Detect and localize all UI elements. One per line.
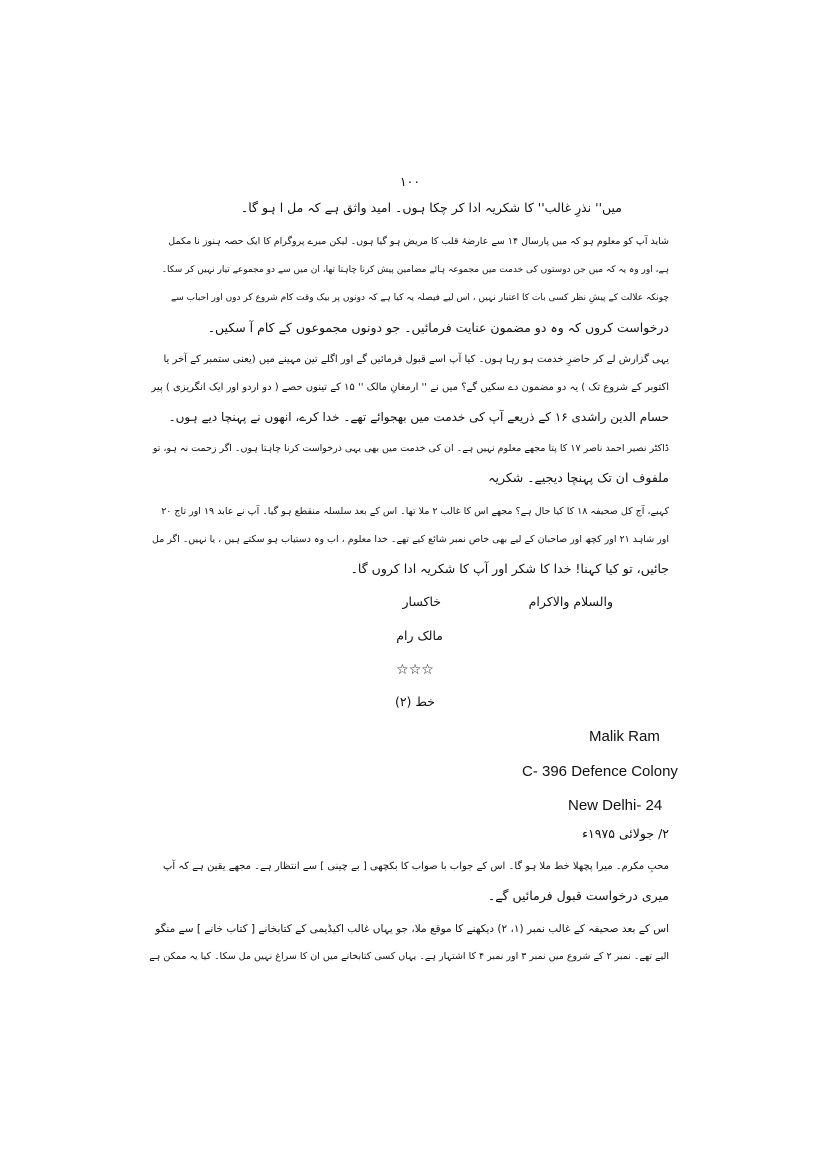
paragraph-line: حسام الدین راشدی ۱۶ کے ذریعے آپ کی خدمت میں بھجوائے تھے۔ خدا کرے، انھوں نے پہنچا دیے ہوں۔ [168,410,669,424]
paragraph-line: میں'' نذرِ غالب'' کا شکریہ ادا کر چکا ہوں۔ امید واثق ہے کہ مل ا ہو گا۔ [240,200,622,215]
paragraph-line: ڈاکٹر نصیر احمد ناصر ۱۷ کا پتا مجھے معلوم نہیں ہے۔ ان کی خدمت میں بھی یہی درخواست کرنا چاہتا ہوں۔ اگر زحمت نہ ہو، تو [152,443,669,454]
paragraph-line: چونکہ علالت کے پیشِ نظر کسی بات کا اعتبار نہیں ، اس لیے فیصلہ یہ کیا ہے کہ دونوں پر بیک وقت کام شروع کر دوں اور احباب سے [170,293,669,303]
paragraph-line: یہی گزارش لے کر حاضرِ خدمت ہو رہا ہوں۔ کیا آپ اسے قبول فرمائیں گے اور اگلے تین مہینے میں (یعنی ستمبر کے آخر یا [163,354,669,365]
paragraph-line: شاید آپ کو معلوم ہو کہ میں پارسال ۱۴ سے عارضۂ قلب کا مریض ہو گیا ہوں۔ لیکن میرے پروگرام کا ایک حصہ ہنوز نا مکمل [168,236,669,247]
signature-name: مالک رام [396,628,443,643]
section-stars: ☆☆☆ [396,662,434,678]
paragraph-line: میری درخواست قبول فرمائیں گے۔ [487,888,669,903]
paragraph-line: محبِ مکرم۔ میرا پچھلا خط ملا ہو گا۔ اس کے جواب با صواب کا بکچھی [ بے چینی ] سے انتظار ہے۔ مجھے یقین ہے کہ آپ [163,861,669,872]
paragraph-line: اس کے بعد صحیفہ کے غالب نمبر (۱، ۲) دیکھنے کا موقع ملا، جو یہاں غالب اکیڈیمی کے کتابخانے [ کتاب خانے ] سے منگو [155,923,669,935]
paragraph-line: ملفوف ان تک پہنچا دیجیے۔ شکریہ [488,470,669,485]
paragraph-line: اور شاہد ۲۱ اور کچھ اور صاحبان کے لیے بھی خاص نمبر شائع کیے تھے۔ خدا معلوم ، اب وہ دستیاب ہو سکتے ہیں ، یا نہیں۔ اگر مل [152,534,669,545]
paragraph-line: الیے تھے۔ نمبر ۲ کے شروع میں نمبر ۳ اور نمبر ۴ کا اشتہار ہے۔ یہاں کسی کتابخانے میں ان کا سراغ نہیں مل سکا۔ کیا یہ ممکن ہے [149,951,669,962]
paragraph-line: ہے، اور وہ یہ کہ میں جن دوستوں کی خدمت میں مجموعہ ہائے مضامین پیش کرنا چاہتا تھا، ان میں سے دو مجموعے تیار نہیں کر سکا۔ [161,265,669,275]
address-line-name: Malik Ram [589,728,660,745]
address-line-city: New Delhi- 24 [568,797,663,814]
paragraph-line: کہیے، آج کل صحیفہ ۱۸ کا کیا حال ہے؟ مجھے اس کا غالب ۲ ملا تھا۔ اس کے بعد سلسلہ منقطع ہو گیا۔ آپ نے عابد ۱۹ اور تاج ۲۰ [161,506,669,517]
closing-salutation: والسلام والاکرام [528,594,613,609]
closing-sign-label: خاکسار [402,594,441,609]
page-number: ۱۰۰ [399,174,421,189]
letter-number-label: خط (۲) [394,694,435,709]
paragraph-line: جائیں، تو کیا کہنا! خدا کا شکر اور آپ کا شکریہ ادا کروں گا۔ [350,561,669,576]
address-line-street: C- 396 Defence Colony [522,763,678,780]
paragraph-line: اکتوبر کے شروع تک ) یہ دو مضمون دے سکیں گے؟ میں نے '' ارمغانِ مالک '' ۱۵ کے تینوں حصے ( دو اردو اور ایک انگریزی ) پیر [151,382,669,393]
paragraph-line: درخواست کروں کہ وہ دو مضمون عنایت فرمائیں۔ جو دونوں مجموعوں کے کام آ سکیں۔ [207,320,669,335]
letter-date: ۲/ جولائی ۱۹۷۵ء [582,826,669,841]
